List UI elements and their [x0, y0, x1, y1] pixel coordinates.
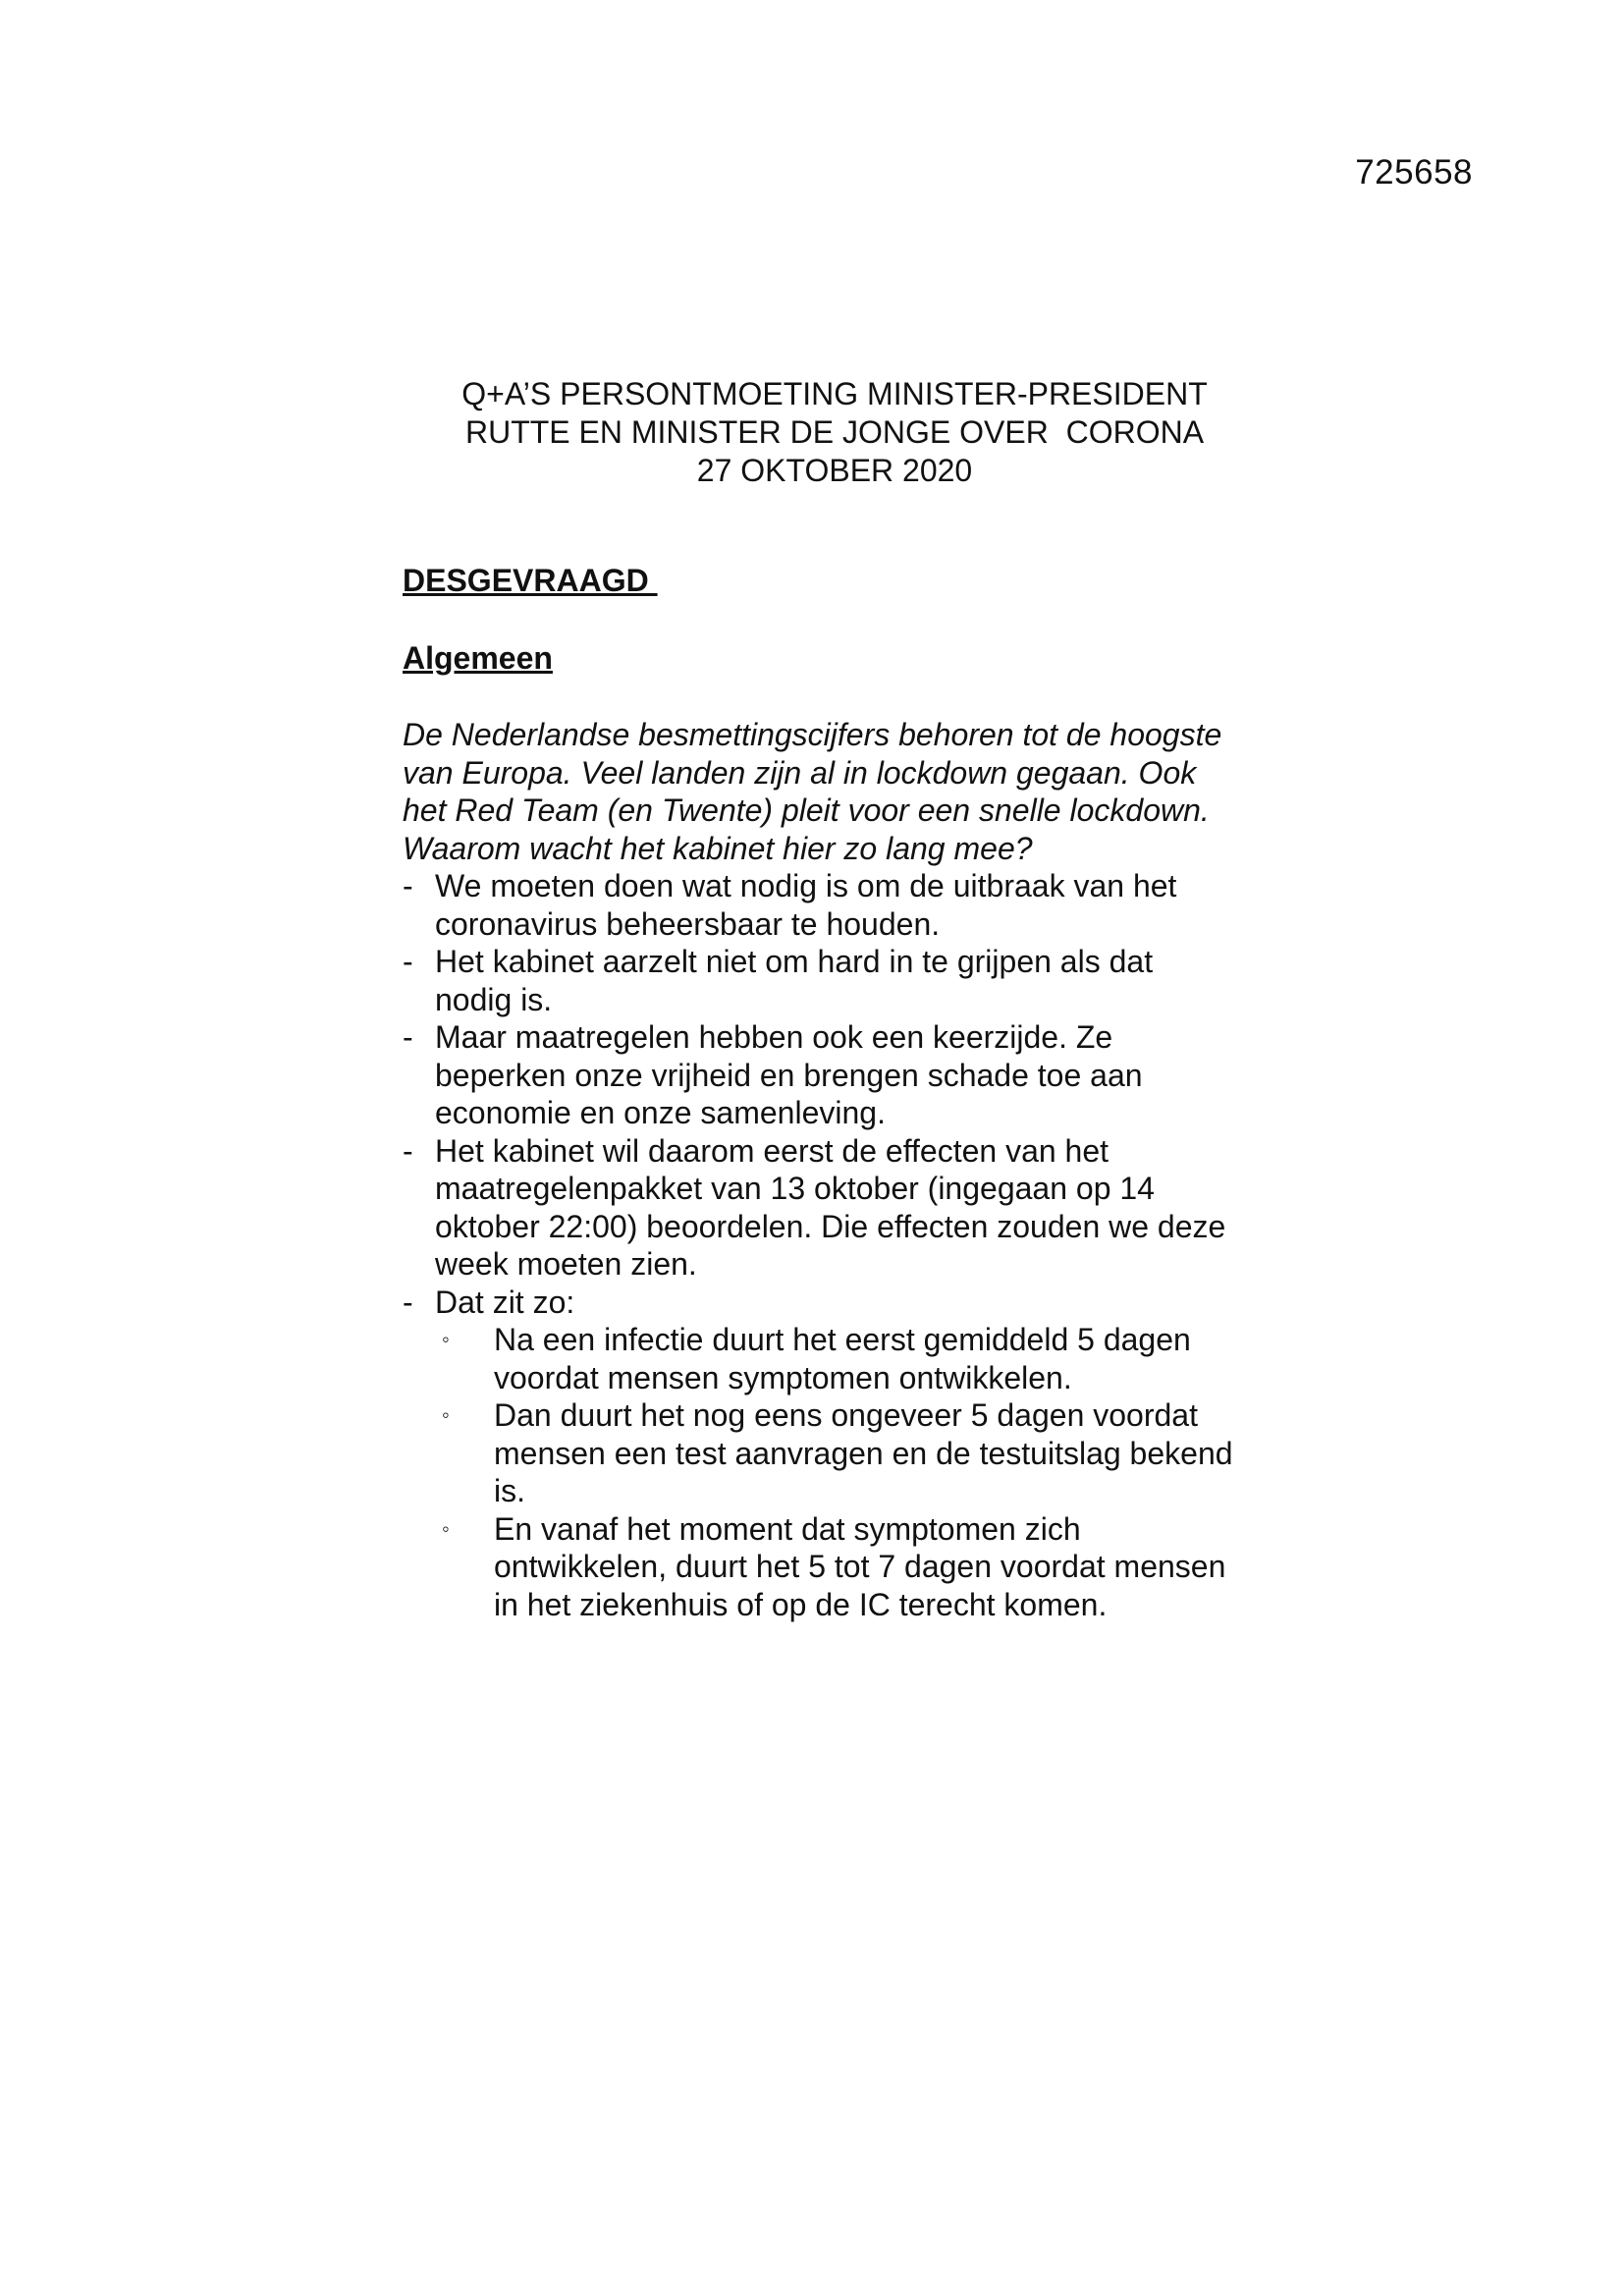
title-line-2: RUTTE EN MINISTER DE JONGE OVER CORONA: [464, 414, 1205, 450]
sub-point-text: En vanaf het moment dat symptomen zich ontwikkelen, duurt het 5 tot 7 dagen voordat mensen in het ziekenhuis of op de IC terecht komen.: [494, 1510, 1226, 1622]
answer-text: Het kabinet aarzelt niet om hard in te grijpen als dat nodig is.: [435, 944, 1154, 1017]
sub-point-item: [435, 1321, 1250, 1396]
answer-list: [403, 867, 1237, 1623]
sub-point-list: [435, 1321, 1237, 1623]
title-line-3: 27 OKTOBER 2020: [696, 453, 973, 488]
ring-bullet: ◦: [442, 1327, 450, 1351]
dash-bullet: -: [403, 1019, 413, 1055]
ring-bullet: ◦: [442, 1515, 450, 1541]
ring-bullet: ◦: [442, 1402, 450, 1427]
sub-point-item: [435, 1510, 1250, 1624]
answer-item: [403, 1132, 1237, 1284]
sub-point-text: Na een infectie duurt het eerst gemiddeld 5 dagen voordat mensen symptomen ontwikkelen.: [494, 1322, 1191, 1395]
answer-text: Het kabinet wil daarom eerst de effecten van het maatregelenpakket van 13 oktober (ingegaan op 14 oktober 22:00) beoordelen. Die effecten zouden we deze week moeten zien.: [435, 1132, 1226, 1282]
title-line-1: Q+A’S PERSONTMOETING MINISTER-PRESIDENT: [461, 376, 1208, 411]
dash-bullet: -: [403, 1284, 413, 1320]
answer-text: Maar maatregelen hebben ook een keerzijde. Ze beperken onze vrijheid en brengen schade toe aan economie en onze samenleving.: [435, 1019, 1143, 1130]
answer-item: [403, 1018, 1237, 1132]
question-text: De Nederlandse besmettingscijfers behoren tot de hoogste van Europa. Veel landen zijn al in lockdown gegaan. Ook het Red Team (en Twente) pleit voor een snelle lockdown. Waarom wacht het kabinet hier zo lang mee?: [403, 717, 1222, 866]
dash-bullet: -: [403, 944, 413, 979]
sub-heading: Algemeen: [403, 639, 553, 676]
sub-point-text: Dan duurt het nog eens ongeveer 5 dagen voordat mensen een test aanvragen en de testuitslag bekend is.: [494, 1397, 1233, 1508]
document-body: [403, 562, 1286, 1623]
document-number: 725658: [1355, 153, 1473, 191]
document-title: [403, 375, 1267, 490]
dash-bullet: -: [403, 868, 413, 903]
answer-item: [403, 943, 1237, 1018]
section-heading: DESGEVRAAGD: [403, 563, 658, 598]
answer-text: Dat zit zo:: [435, 1284, 575, 1320]
answer-item: [403, 867, 1237, 943]
answer-item: [403, 1284, 1237, 1624]
answer-text: We moeten doen wat nodig is om de uitbraak van het coronavirus beheersbaar te houden.: [435, 868, 1177, 942]
sub-point-item: [435, 1396, 1250, 1510]
dash-bullet: -: [403, 1132, 413, 1169]
